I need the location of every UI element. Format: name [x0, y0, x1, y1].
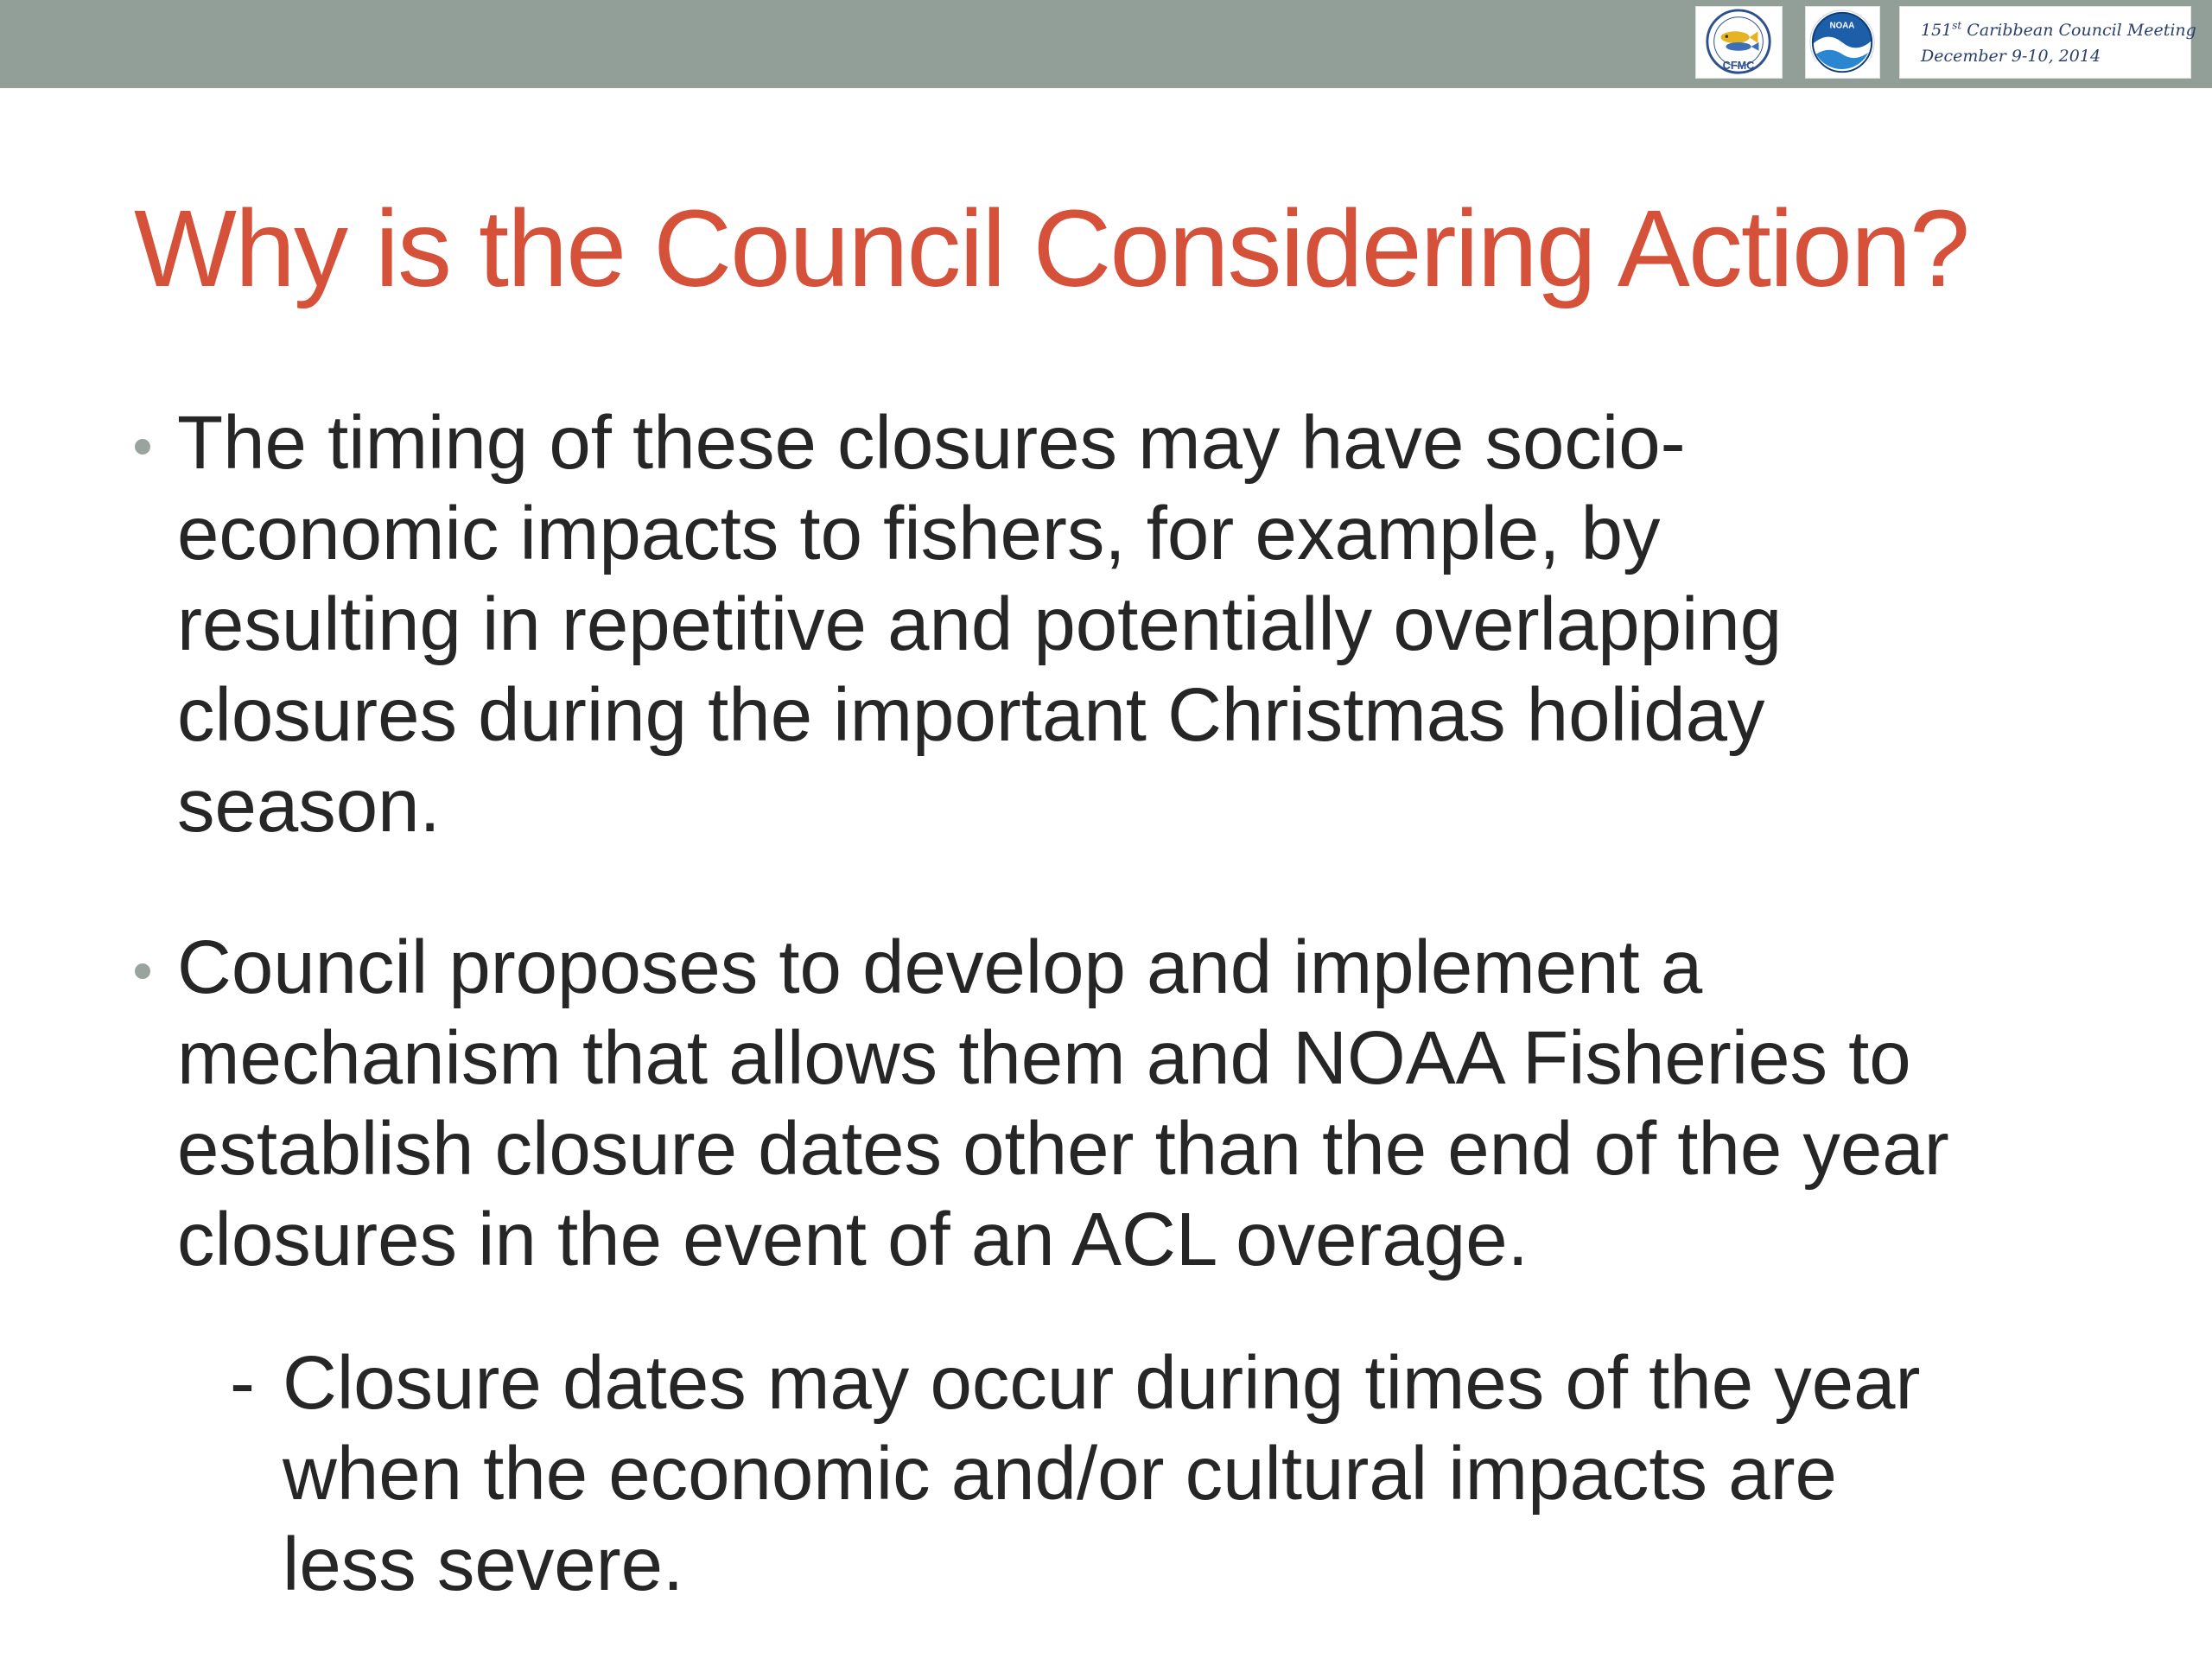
- meeting-dates: December 9-10, 2014: [1921, 47, 2101, 66]
- bullet-dot-icon: [135, 439, 150, 454]
- cfmc-logo: [1695, 6, 1783, 79]
- meeting-number: 151: [1921, 21, 1953, 40]
- header-bar: [0, 0, 2212, 88]
- bullet-item: The timing of these closures may have socio- economic impacts to fishers, for example, by resulting in repetitive and potentially overlapping closures during the important Christmas holiday season.: [177, 401, 1783, 848]
- slide-title: Why is the Council Considering Action?: [134, 188, 1969, 309]
- noaa-logo: [1805, 6, 1880, 79]
- meeting-number-suffix: st: [1952, 19, 1962, 32]
- meeting-name: Caribbean Council Meeting: [1961, 21, 2196, 40]
- bullet-item: Council proposes to develop and implement a mechanism that allows them and NOAA Fisheries to establish closure dates other than the end of the year closures in the event of an ACL overage.: [177, 925, 1949, 1281]
- sub-bullet-item: Closure dates may occur during times of the year when the economic and/or cultural impacts are less severe.: [283, 1341, 1921, 1606]
- noaa-logo-icon: [1806, 7, 1879, 78]
- bullet-dot-icon: [135, 963, 150, 979]
- svg-text:CFMC: CFMC: [1722, 60, 1755, 73]
- meeting-title: [1921, 17, 2196, 43]
- svg-text:NOAA: NOAA: [1829, 21, 1855, 31]
- cfmc-logo-icon: [1696, 7, 1782, 78]
- meeting-info-box: [1899, 6, 2196, 79]
- sub-bullet-dash: -: [230, 1341, 255, 1425]
